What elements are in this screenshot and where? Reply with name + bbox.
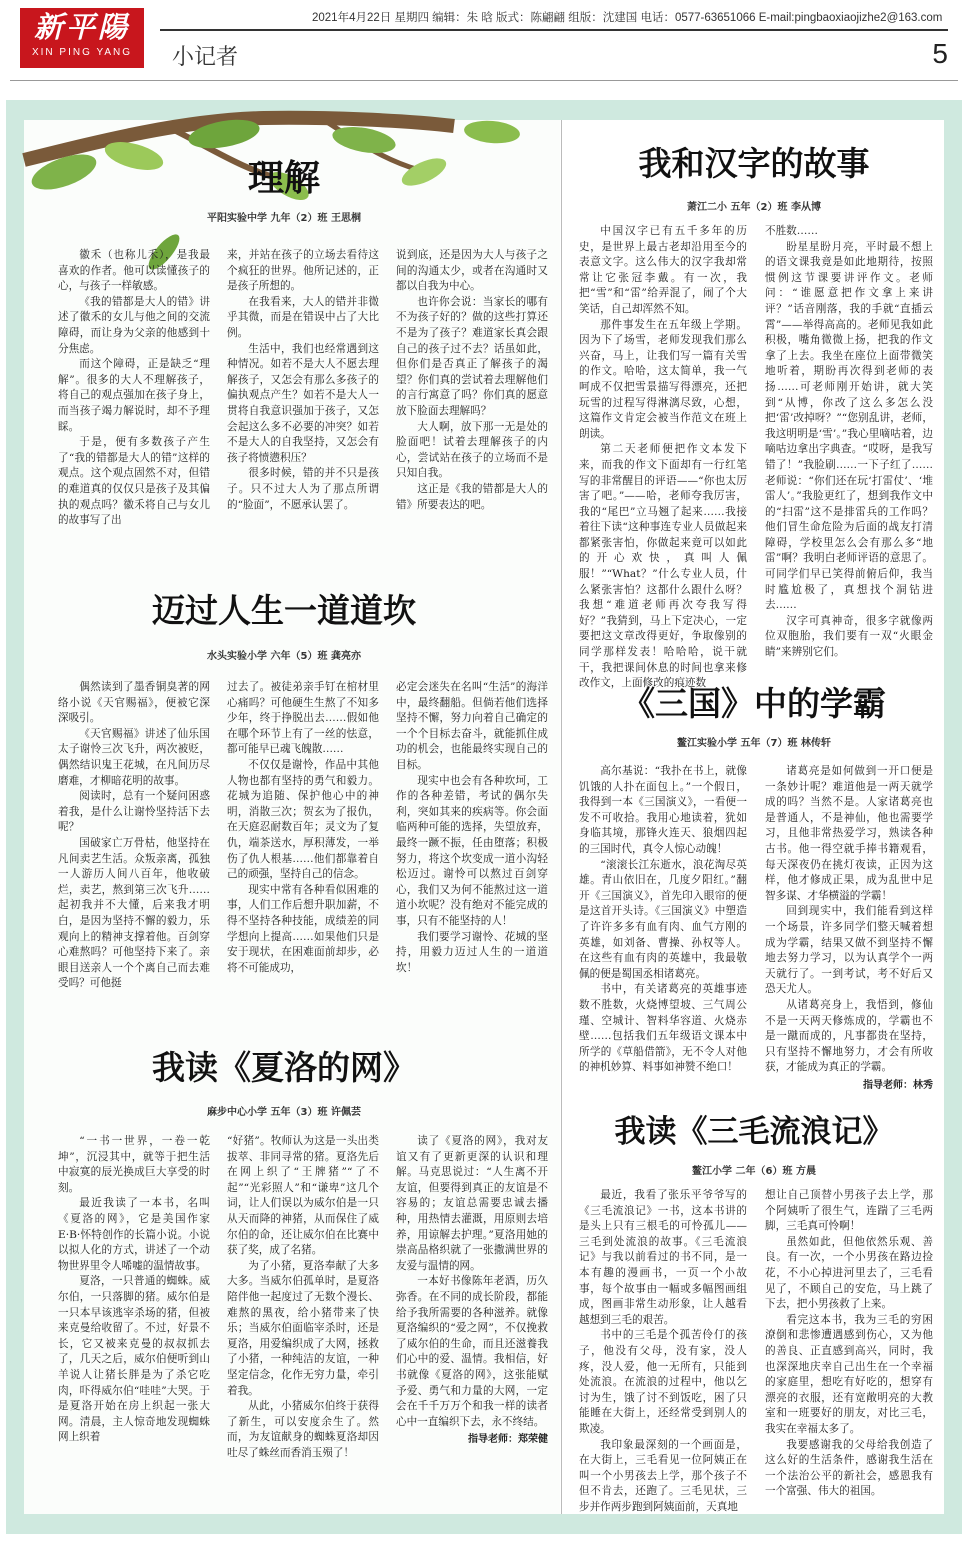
paragraph: “滚滚长江东逝水，浪花淘尽英雄。青山依旧在，几度夕阳红。”翻开《三国演义》，首先印入眼帘的便是这首开头诗。《三国演义》中塑造了许许多多有血有肉、血气方刚的英雄，如刘备、曹操、孙权等人。在这些有血有肉的英雄中，我最敬佩的便是蜀国丞相诸葛亮。 — [579, 858, 747, 980]
paragraph: 说到底，还是因为大人与孩子之间的沟通太少，或者在沟通时又都以自我为中心。 — [396, 249, 548, 293]
paragraph: 阅读时，总有一个疑问困惑着我，是什么让谢怜坚持活下去呢？ — [58, 790, 210, 834]
article-title-sanmao: 我读《三毛流浪记》 — [614, 1114, 894, 1150]
paragraph: 盼星星盼月亮，平时最不想上的语文课我竟是如此地期待，按照惯例这节课要讲评作文。老师问：“谁愿意把作文拿上来讲评？”话音刚落，我的手就“直插云霄”——举得高高的。老师见我如此积极，嘴角微微上扬，把我的作文拿了上去。我坐在座位上面带微笑地听着，期盼再次得到老师的表扬……可老师刚开始讲，就大笑到“从博，你改了这么多怎么没把‘雷’改掉呀？”“您别乱讲，老师，我这明明是‘雪’。”我心里嘀咕着，边嘀咕边拿出字典查。“哎呀，是我写错了！”我脸刷……一下子红了……老师说：“你们还在玩‘打雷仗’、‘堆雷人’。”我脸更红了，想到我作文中的“扫雷”这不是排雷兵的工作吗？他们冒生命危险为后面的战友打清障碍，学校里怎么会有那么多“地雷”啊？我明白老师评语的意思了。可同学们早已笑得前俯后仰，我当时尴尬极了，真想找个洞钻进去…… — [765, 240, 933, 612]
column-1 — [579, 1188, 747, 1513]
article-byline-maiguo: 水头实验小学 六年（5）班 龚亮亦 — [207, 651, 361, 662]
article-title-xialuo: 我读《夏洛的网》 — [152, 1048, 416, 1087]
paragraph: “一书一世界，一卷一乾坤”，沉浸其中，就等于把生活中寂寞的辰光换成巨大享受的时刻。 — [58, 1135, 210, 1194]
page-number: 5 — [932, 38, 948, 69]
teacher-credit-sanguo: 指导老师：林秀 — [863, 1079, 933, 1091]
paragraph: 第二天老师便把作文本发下来，而我的作文下面却有一行红笔写的非常醒目的评语——“你也太厉害了吧。”——哈，老师夸我厉害，我的“尾巴”立马翘了起来……我接着往下读“这种事连专业人员做起来都紧张害怕，你做起来竟可以如此的开心欢快，真叫人佩服！”“What？”什么专业人员，什么紧张害怕？这都什么跟什么呀？我想“难道老师再次夸我写得好？”我猜到，马上下定决心，一定要把这文章改得更好，争取像别的同学那样发表！哈哈哈，说干就干，我把课间休息的时间也拿来修改作文，上面修改的痕迹数 — [579, 443, 747, 690]
article-body-sanmao — [579, 1188, 937, 1513]
paragraph: 回到现实中，我们能看到这样一个场景，许多同学们整天喊着想成为学霸，结果又做不到坚持不懈地去努力学习，以为认真学个一两天就行了。一到考试，考不好后又恐天尤人。 — [765, 905, 933, 996]
paragraph: 《天官赐福》讲述了仙乐国太子谢怜三次飞升，两次被贬，偶然结识鬼王花城，在凡间历尽磨难，才柳暗花明的故事。 — [58, 727, 210, 787]
paragraph: 读了《夏洛的网》，我对友谊又有了更新更深的认识和理解。马克思说过：“人生离不开友谊，但要得到真正的友谊是不容易的；友谊总需要忠诚去播种，用热情去灌溉，用原则去培养，用谅解去护理。”夏洛用她的崇高品格织就了一张撒满世界的友爱与温情的网。 — [396, 1135, 548, 1272]
paragraph: 生活中，我们也经常遇到这种情况。如若不是大人不愿去理解孩子，又怎会有那么多孩子的偏执观点产生？如若不是大人一贯将自我意识强加于孩子，又怎会起这么多不必要的冲突？如若不是大人的自我坚持，又怎会有孩子将愤懑积压？ — [227, 342, 379, 464]
column-3 — [396, 248, 548, 548]
page-frame — [6, 100, 962, 1534]
article-title-lijie: 理解 — [247, 157, 320, 199]
paragraph: 我印象最深刻的一个画面是，在大街上，三毛看见一位阿姨正在叫一个小男孩去上学，那个孩子不但不肯去，还跑了。三毛见状，三步并作两步跑到阿姨面前，天真地 — [579, 1438, 747, 1513]
issue-info: 2021年4月22日 星期四 编辑：朱 晗 版式：陈翩翩 组版：沈建国 电话：0577-63651066 E-mail:pingbaoxiaojizhe2@163.com — [312, 12, 943, 24]
article-byline-xialuo: 麻步中心小学 五年（3）班 许佩芸 — [207, 1107, 361, 1118]
article-title-hanzi: 我和汉字的故事 — [638, 144, 870, 183]
header-rule — [160, 29, 948, 31]
column-2 — [765, 1188, 933, 1498]
paragraph: 于是，便有多数孩子产生了“我的错都是大人的错”这样的观点。这个观点固然不对，但错的难道真的仅仅只是孩子及其偏执的观点吗？徽禾将自己与女儿的故事写了出 — [58, 436, 210, 527]
paragraph: 偶然读到了墨香铜臭著的网络小说《天官赐福》，便被它深深吸引。 — [58, 681, 210, 725]
paragraph: 《我的错都是大人的错》讲述了徽禾的女儿与他之间的交流障碍，而让身为父亲的他感到十分焦虑。 — [58, 295, 210, 355]
paragraph: 我们要学习谢怜、花城的坚持，用毅力迈过人生的一道道坎！ — [396, 930, 548, 974]
column-3 — [396, 680, 548, 1030]
article-byline-hanzi: 萧江二小 五年（2）班 李从博 — [687, 202, 821, 213]
column-2 — [227, 248, 379, 548]
column-1 — [579, 224, 747, 690]
paragraph: 国破家亡万骨枯，他坚持在凡间卖艺生活。众叛亲离，孤独一人游历人间八百年，他收破烂，卖艺，熬到第三次飞升……起初我并不大懂，后来我才明白，是因为坚持不懈的毅力，乐观向上的精神支撑着他。百剑穿心难熬吗？可他坚持下来了。亲眼目送亲人一个个离自己而去难受吗？可他挺 — [58, 836, 210, 990]
paragraph: 从此，小猪威尔伯终于获得了新生，可以安度余生了。然而，为友谊献身的蜘蛛夏洛却因吐尽了蛛丝而香消玉殒了！ — [227, 1400, 379, 1459]
teacher-credit-xialuo: 指导老师：郑荣健 — [468, 1434, 548, 1446]
center-divider — [561, 120, 562, 1514]
paragraph: 想让自己顶替小男孩子去上学，那个阿姨听了很生气，连踹了三毛两脚，三毛真可怜啊！ — [765, 1189, 933, 1233]
paragraph: “好猪”。牧师认为这是一头出类拔萃、非同寻常的猪。夏洛先后在网上织了“王牌猪”“了不起”“光彩照人”和“谦卑”这几个词，让人们误以为威尔伯是一只从天而降的神猪，从而保住了威尔伯的命，还让威尔伯在比赛中获了奖，成了名猪。 — [227, 1135, 379, 1257]
paragraph: 夏洛，一只普通的蜘蛛。威尔伯，一只落脚的猪。威尔伯是一只本早该逃宰杀场的猪，但被来克曼给收留了。不过，好景不长，它又被来克曼的叔叔抓去了，几天之后，威尔伯便听到山羊说人让猪长胖是为了杀它吃肉，吓得威尔伯“哇哇”大哭。于是夏洛开始在房上织起一张大网。清晨，主人惊奇地发现蜘蛛网上织着 — [58, 1275, 210, 1444]
column-2 — [765, 224, 933, 680]
column-2 — [227, 680, 379, 1030]
paragraph: 不胜数…… — [765, 225, 818, 237]
logo-pinyin: XIN PING YANG — [31, 47, 133, 58]
paragraph: 必定会迷失在名叫“生活”的海洋中，最终翻船。但倘若他们选择坚持不懈，努力向着自己确定的一个个目标去奋斗，就能抓住成功的机会，也能最终实现自己的目标。 — [396, 681, 548, 771]
column-1 — [58, 1134, 210, 1494]
paragraph: 现实中也会有各种坎坷，工作的各种差错，考试的偶尔失利，突如其来的疾病等。你会面临两种可能的选择，失望放弃，最终一蹶不振，任由堕落；积极努力，将这个坎变成一道小沟轻松迈过。谢怜可以熬过百剑穿心，我们又为何不能熬过这一道道小坎呢？没有绝对不能完成的事，只有不能坚持的人！ — [396, 774, 548, 927]
article-body-hanzi — [579, 224, 937, 690]
paragraph: 大人啊，放下那一无是处的脸面吧！试着去理解孩子的内心，尝试站在孩子的立场而不是只知自我。 — [396, 420, 548, 480]
paragraph: 为了小猪，夏洛奉献了大多大多。当威尔伯孤单时，是夏洛陪伴他一起度过了无数个漫长、难熬的黑夜，给小猪带来了快乐；当威尔伯面临宰杀时，还是夏洛，用爱编织成了大网，拯救了小猪，一种纯洁的友谊，一种坚定信念，化作无穷力量，牵引着我。 — [227, 1259, 379, 1397]
column-1 — [58, 680, 210, 1030]
content-paper — [24, 120, 944, 1514]
paragraph: 高尔基说：“我扑在书上，就像饥饿的人扑在面包上。”一个假日，我得到一本《三国演义》，一看便一发不可收拾。我用心地读着，犹如身临其境，那锋火连天、狼烟四起的三国时代，真令人惊心动魄！ — [579, 765, 747, 855]
paragraph: 而这个障碍，正是缺乏“理解”。很多的大人不理解孩子，将自己的观点强加在孩子身上，而当孩子竭力解说时，却不予理睬。 — [58, 358, 210, 433]
paragraph: 汉字可真神奇，很多字就像两位双胞胎，我们要有一双“火眼金睛”来辨别它们。 — [765, 614, 933, 659]
masthead — [0, 0, 968, 90]
article-body-xialuo — [58, 1134, 548, 1494]
paragraph: 看完这本书，我为三毛的穷困潦倒和悲惨遭遇感到伤心，又为他的善良、正直感到高兴，同时，我也深深地庆幸自己出生在一个幸福的家庭里，想吃有好吃的，想穿有漂亮的衣服，还有宽敞明亮的大教室和一班要好的朋友，对比三毛，我实在幸福太多了。 — [765, 1313, 933, 1435]
paragraph: 不仅仅是谢怜，作品中其他人物也都有坚持的勇气和毅力。花城为追随、保护他心中的神明，消散三次；贺玄为了报仇，在天庭忍耐数百年；灵文为了复仇，端茶送水，厚积薄发，一举伤了仇人根基……他们都靠着自己的顽强，坚持自己的信念。 — [227, 758, 379, 881]
paragraph: 诸葛亮是如何做到一开口便是一条妙计呢？难道他是一两天就学成的吗？当然不是。人家诸葛亮也是普通人，不是神仙，他也需要学习，且他非常热爱学习，熟读各种古书。他一得空就手捧书籍观看，每天深夜仍在挑灯夜读，正因为这样，他才修成正果，成为乱世中足智多谋、才华横溢的学霸！ — [765, 765, 933, 902]
column-2 — [227, 1134, 379, 1494]
article-body-maiguo — [58, 680, 548, 1030]
column-1 — [579, 764, 747, 1076]
newspaper-logo — [20, 8, 144, 68]
column-2-body — [765, 764, 933, 1076]
paragraph: 一本好书像陈年老酒，历久弥香。在不同的成长阶段，都能给予我所需要的各种滋养。就像夏洛编织的“爱之网”，不仅挽救了威尔伯的生命，而且还滋養我们心中的爱、温情。我相信，好书就像《夏洛的网》，这张能赋予爱、勇气和力量的大网，一定会在千千万万个和我一样的读者心中一直编织下去，永不终结。 — [396, 1275, 548, 1428]
paragraph: 在我看来，大人的错并非微乎其微，而是在错误中占了大比例。 — [227, 295, 379, 339]
paragraph: 过去了。被徒弟亲手钉在棺材里心痛吗？可他硬生生熬了不知多少年，终于挣脱出去……假如他在哪个环节上有了一丝的怯意，都可能早已魂飞魄散…… — [227, 681, 379, 756]
logo-chinese: 新平陽 — [33, 10, 130, 44]
paragraph: 中国汉字已有五千多年的历史，是世界上最古老却沿用至今的表意文字。这么伟大的汉字我却常常让它张冠李戴。有一次，我把“雪”和“雷”给弄混了，闹了个大笑话，自己却浑然不知。 — [579, 225, 747, 315]
paragraph: 现实中常有各种看似困难的事，人们工作后想升职加薪，不得不坚持各种技能，成绩差的同学想向上提高……如果他们只是安于现状，在困难面前却步，必将不可能成功， — [227, 883, 379, 974]
paragraph: 这正是《我的错都是大人的错》所要表达的吧。 — [396, 482, 548, 511]
article-byline-lijie: 平阳实验中学 九年（2）班 王思桐 — [207, 213, 361, 224]
header-bottom-rule — [10, 80, 958, 81]
paragraph: 来，并站在孩子的立场去看待这个疯狂的世界。他所记述的，正是孩子所想的。 — [227, 249, 379, 293]
article-byline-sanmao: 鳌江小学 二年（6）班 方晨 — [692, 1166, 816, 1177]
section-name: 小记者 — [172, 45, 239, 70]
column-2 — [765, 764, 933, 1091]
paragraph: 我要感谢我的父母给我创造了这么好的生活条件，感谢我生活在一个法治公平的新社会，感恩我有一个富强、伟大的祖国。 — [765, 1438, 933, 1498]
article-byline-sanguo: 鳌江实验小学 五年（7）班 林传轩 — [677, 738, 831, 749]
article-body-sanguo — [579, 764, 937, 1091]
article-title-sanguo: 《三国》中的学霸 — [622, 684, 886, 723]
column-3 — [396, 1134, 548, 1494]
paragraph: 最近，我看了张乐平爷爷写的《三毛流浪记》一书，这本书讲的是头上只有三根毛的可怜孤儿——三毛到处流浪的故事。《三毛流浪记》与我以前看过的书不同，是一本有趣的漫画书，一页一个小故事，每个故事由一幅或多幅图画组成，图画非常生动形象，让人越看越想到三毛的艰苦。 — [579, 1189, 747, 1326]
paragraph: 徽禾（也称儿禾），是我最喜欢的作者。他可以读懂孩子的心，与孩子一样敏感。 — [58, 249, 210, 293]
article-title-maiguo: 迈过人生一道道坎 — [152, 591, 416, 630]
paragraph: 最近我读了一本书，名叫《夏洛的网》，它是美国作家E·B·怀特创作的长篇小说。小说以拟人化的方式，讲述了一个动物世界里令人唏嘘的温情故事。 — [58, 1197, 210, 1272]
paragraph: 那件事发生在五年级上学期。因为下了场雪，老师发现我们那么兴奋，马上，让我们写一篇有关雪的作文。哈哈，这太简单，我一气呵成不仅把雪景描写得漂亮，还把玩雪的过程写得淋漓尽致，心想，这篇作文肯定会被当作范文在班上朗读。 — [579, 318, 747, 440]
paragraph: 从诸葛亮身上，我悟到，修仙不是一天两天修炼成的，学霸也不是一蹴而成的，凡事都贵在坚持，只有坚持不懈地努力，才会有所收获，才能成为真正的学霸。 — [765, 998, 933, 1074]
paragraph: 很多时候，错的并不只是孩子。只不过大人为了那点所谓的“脸面”，不愿承认罢了。 — [227, 467, 379, 511]
paragraph: 书中，有关诸葛亮的英雄事迹数不胜数，火烧博望坡、三气周公瑾、空城计、智料华容道、火烧赤壁……包括我们五年级语文课本中所学的《草船借箭》，无不令人对他的神机妙算、料事如神赞不绝口！ — [579, 983, 747, 1074]
column-3-body — [396, 1134, 548, 1430]
column-1 — [58, 248, 210, 548]
article-body-lijie — [58, 248, 548, 548]
paragraph: 书中的三毛是个孤苦伶仃的孩子，他没有父母，没有家，没人疼，没人爱，他一无所有，只能到处流浪。在流浪的过程中，他以乞讨为生，饿了讨不到饭吃，困了只能睡在大街上，还经常受到别人的欺凌。 — [579, 1329, 747, 1435]
paragraph: 也许你会说：当家长的哪有不为孩子好的？做的这些打算还不是为了孩子？难道家长真会跟自己的孩子过不去？话虽如此，但你们是否真正了解孩子的渴望？你们真的尝试着去理解他们的言行寓意了吗？你们真的愿意放下脸面去理解吗？ — [396, 295, 548, 417]
paragraph: 虽然如此，但他依然乐观、善良。有一次，一个小男孩在路边捡花，不小心掉进河里去了，三毛看见了，不顾自己的安危，马上跳了下去，把小男孩救了上来。 — [765, 1235, 933, 1311]
